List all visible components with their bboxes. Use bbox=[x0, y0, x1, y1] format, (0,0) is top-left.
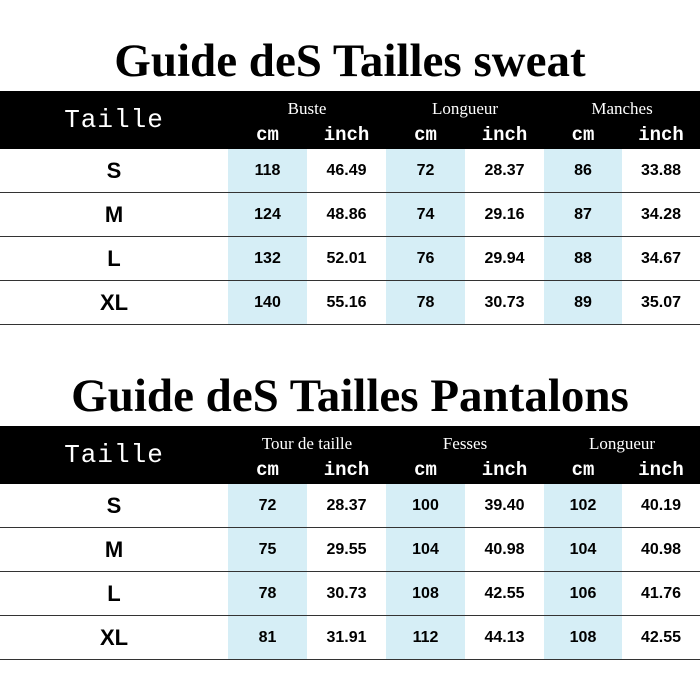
size-label: L bbox=[0, 572, 228, 616]
size-label: M bbox=[0, 193, 228, 237]
taille-header: Taille bbox=[0, 91, 228, 149]
table-row bbox=[0, 281, 700, 325]
value-cell: 55.16 bbox=[307, 281, 386, 325]
unit-header: cm bbox=[544, 456, 622, 484]
value-cell: 48.86 bbox=[307, 193, 386, 237]
size-label: M bbox=[0, 528, 228, 572]
value-cell: 40.98 bbox=[622, 528, 700, 572]
value-cell: 89 bbox=[544, 281, 622, 325]
value-cell: 28.37 bbox=[465, 149, 544, 193]
value-cell: 34.67 bbox=[622, 237, 700, 281]
table-row bbox=[0, 616, 700, 660]
value-cell: 42.55 bbox=[622, 616, 700, 660]
taille-header: Taille bbox=[0, 426, 228, 484]
value-cell: 104 bbox=[544, 528, 622, 572]
value-cell: 29.55 bbox=[307, 528, 386, 572]
value-cell: 34.28 bbox=[622, 193, 700, 237]
value-cell: 40.19 bbox=[622, 484, 700, 528]
unit-header: cm bbox=[544, 121, 622, 149]
unit-header: inch bbox=[465, 121, 544, 149]
value-cell: 81 bbox=[228, 616, 307, 660]
group-header-tour-de-taille: Tour de taille bbox=[228, 426, 386, 456]
value-cell: 88 bbox=[544, 237, 622, 281]
table-row bbox=[0, 193, 700, 237]
value-cell: 42.55 bbox=[465, 572, 544, 616]
unit-header: cm bbox=[228, 121, 307, 149]
value-cell: 108 bbox=[544, 616, 622, 660]
value-cell: 86 bbox=[544, 149, 622, 193]
value-cell: 87 bbox=[544, 193, 622, 237]
value-cell: 106 bbox=[544, 572, 622, 616]
value-cell: 41.76 bbox=[622, 572, 700, 616]
value-cell: 39.40 bbox=[465, 484, 544, 528]
unit-header: cm bbox=[228, 456, 307, 484]
size-label: S bbox=[0, 484, 228, 528]
group-header-fesses: Fesses bbox=[386, 426, 544, 456]
table-row bbox=[0, 572, 700, 616]
unit-header: inch bbox=[622, 121, 700, 149]
value-cell: 108 bbox=[386, 572, 465, 616]
unit-header: cm bbox=[386, 121, 465, 149]
size-label: XL bbox=[0, 281, 228, 325]
value-cell: 76 bbox=[386, 237, 465, 281]
value-cell: 78 bbox=[386, 281, 465, 325]
unit-header: inch bbox=[622, 456, 700, 484]
value-cell: 46.49 bbox=[307, 149, 386, 193]
value-cell: 29.94 bbox=[465, 237, 544, 281]
value-cell: 35.07 bbox=[622, 281, 700, 325]
size-label: S bbox=[0, 149, 228, 193]
table-row bbox=[0, 237, 700, 281]
value-cell: 29.16 bbox=[465, 193, 544, 237]
value-cell: 44.13 bbox=[465, 616, 544, 660]
value-cell: 28.37 bbox=[307, 484, 386, 528]
group-header-manches: Manches bbox=[544, 91, 700, 121]
unit-header: inch bbox=[307, 456, 386, 484]
sweat-title: Guide deS Tailles sweat bbox=[114, 35, 586, 87]
value-cell: 72 bbox=[386, 149, 465, 193]
value-cell: 30.73 bbox=[307, 572, 386, 616]
value-cell: 78 bbox=[228, 572, 307, 616]
value-cell: 100 bbox=[386, 484, 465, 528]
value-cell: 40.98 bbox=[465, 528, 544, 572]
pantalons-title: Guide deS Tailles Pantalons bbox=[71, 370, 629, 422]
value-cell: 75 bbox=[228, 528, 307, 572]
value-cell: 132 bbox=[228, 237, 307, 281]
table-row bbox=[0, 484, 700, 528]
value-cell: 72 bbox=[228, 484, 307, 528]
sweat-size-table bbox=[0, 91, 700, 325]
value-cell: 102 bbox=[544, 484, 622, 528]
size-label: L bbox=[0, 237, 228, 281]
group-header-longueur: Longueur bbox=[544, 426, 700, 456]
value-cell: 31.91 bbox=[307, 616, 386, 660]
value-cell: 118 bbox=[228, 149, 307, 193]
value-cell: 112 bbox=[386, 616, 465, 660]
unit-header: inch bbox=[307, 121, 386, 149]
value-cell: 140 bbox=[228, 281, 307, 325]
value-cell: 124 bbox=[228, 193, 307, 237]
group-header-longueur: Longueur bbox=[386, 91, 544, 121]
value-cell: 30.73 bbox=[465, 281, 544, 325]
unit-header: inch bbox=[465, 456, 544, 484]
group-header-buste: Buste bbox=[228, 91, 386, 121]
unit-header: cm bbox=[386, 456, 465, 484]
value-cell: 104 bbox=[386, 528, 465, 572]
value-cell: 74 bbox=[386, 193, 465, 237]
pantalons-size-table bbox=[0, 426, 700, 660]
size-label: XL bbox=[0, 616, 228, 660]
value-cell: 52.01 bbox=[307, 237, 386, 281]
table-row bbox=[0, 149, 700, 193]
value-cell: 33.88 bbox=[622, 149, 700, 193]
table-row bbox=[0, 528, 700, 572]
